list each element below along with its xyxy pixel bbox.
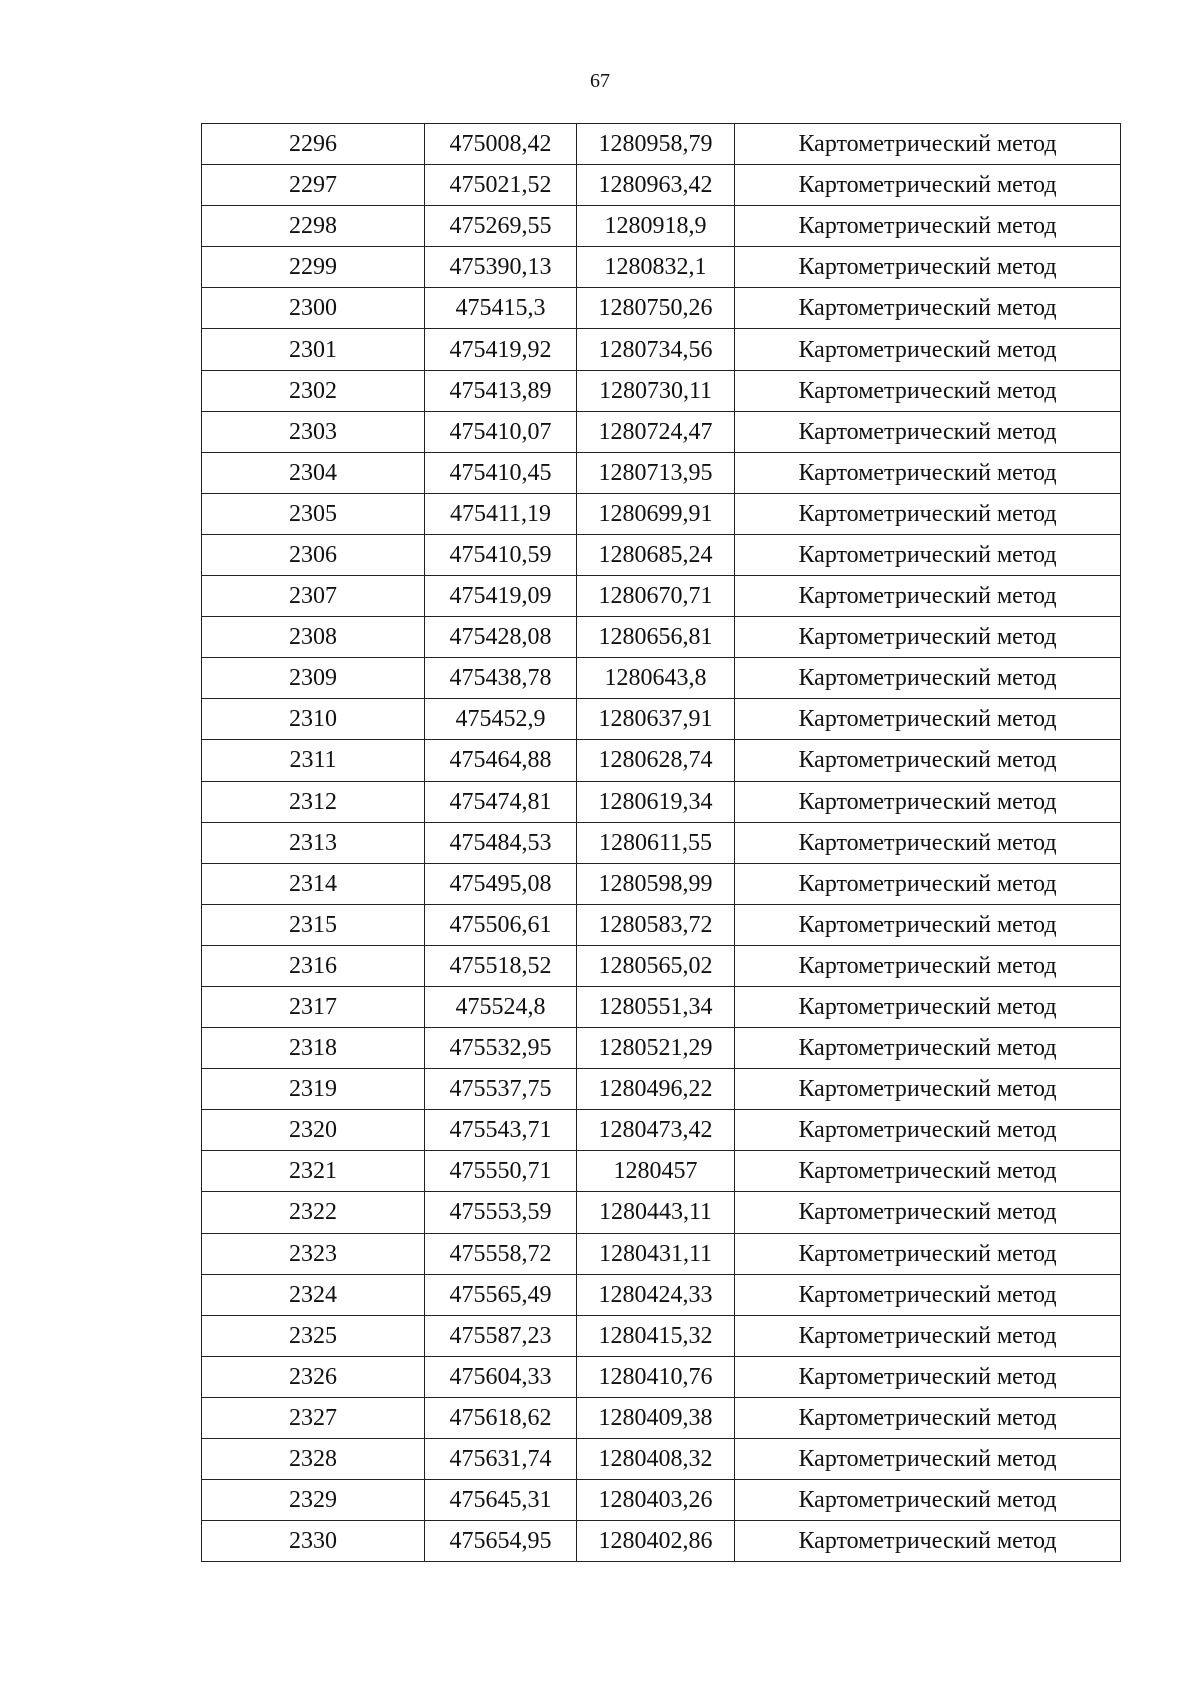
x-coordinate-cell: 475413,89: [425, 370, 577, 411]
method-cell: Картометрический метод: [735, 1439, 1121, 1480]
x-coordinate-cell: 475618,62: [425, 1397, 577, 1438]
method-cell: Картометрический метод: [735, 1069, 1121, 1110]
x-coordinate-cell: 475553,59: [425, 1192, 577, 1233]
table-row: [202, 1274, 1121, 1315]
method-cell: Картометрический метод: [735, 1110, 1121, 1151]
point-number-cell: 2306: [202, 534, 425, 575]
page-number: 67: [590, 70, 610, 92]
method-cell: Картометрический метод: [735, 534, 1121, 575]
method-cell: Картометрический метод: [735, 165, 1121, 206]
table-row: [202, 534, 1121, 575]
point-number-cell: 2330: [202, 1521, 425, 1562]
x-coordinate-cell: 475543,71: [425, 1110, 577, 1151]
method-cell: Картометрический метод: [735, 1521, 1121, 1562]
table-row: [202, 1480, 1121, 1521]
x-coordinate-cell: 475550,71: [425, 1151, 577, 1192]
y-coordinate-cell: 1280619,34: [577, 781, 735, 822]
x-coordinate-cell: 475495,08: [425, 863, 577, 904]
table-row: [202, 781, 1121, 822]
table-row: [202, 576, 1121, 617]
table-row: [202, 822, 1121, 863]
method-cell: Картометрический метод: [735, 1274, 1121, 1315]
x-coordinate-cell: 475518,52: [425, 945, 577, 986]
point-number-cell: 2309: [202, 658, 425, 699]
point-number-cell: 2302: [202, 370, 425, 411]
method-cell: Картометрический метод: [735, 740, 1121, 781]
method-cell: Картометрический метод: [735, 1315, 1121, 1356]
method-cell: Картометрический метод: [735, 288, 1121, 329]
table-row: [202, 411, 1121, 452]
table-row: [202, 1069, 1121, 1110]
x-coordinate-cell: 475558,72: [425, 1233, 577, 1274]
point-number-cell: 2311: [202, 740, 425, 781]
x-coordinate-cell: 475008,42: [425, 124, 577, 165]
x-coordinate-cell: 475415,3: [425, 288, 577, 329]
point-number-cell: 2307: [202, 576, 425, 617]
point-number-cell: 2305: [202, 493, 425, 534]
method-cell: Картометрический метод: [735, 904, 1121, 945]
table-row: [202, 493, 1121, 534]
method-cell: Картометрический метод: [735, 986, 1121, 1027]
table-row: [202, 1521, 1121, 1562]
table-row: [202, 165, 1121, 206]
y-coordinate-cell: 1280583,72: [577, 904, 735, 945]
method-cell: Картометрический метод: [735, 658, 1121, 699]
table-row: [202, 1233, 1121, 1274]
method-cell: Картометрический метод: [735, 124, 1121, 165]
point-number-cell: 2323: [202, 1233, 425, 1274]
x-coordinate-cell: 475410,45: [425, 452, 577, 493]
point-number-cell: 2319: [202, 1069, 425, 1110]
x-coordinate-cell: 475438,78: [425, 658, 577, 699]
x-coordinate-cell: 475452,9: [425, 699, 577, 740]
point-number-cell: 2315: [202, 904, 425, 945]
y-coordinate-cell: 1280734,56: [577, 329, 735, 370]
y-coordinate-cell: 1280958,79: [577, 124, 735, 165]
method-cell: Картометрический метод: [735, 617, 1121, 658]
table-row: [202, 1439, 1121, 1480]
x-coordinate-cell: 475021,52: [425, 165, 577, 206]
table-row: [202, 904, 1121, 945]
y-coordinate-cell: 1280403,26: [577, 1480, 735, 1521]
y-coordinate-cell: 1280431,11: [577, 1233, 735, 1274]
y-coordinate-cell: 1280521,29: [577, 1028, 735, 1069]
point-number-cell: 2321: [202, 1151, 425, 1192]
y-coordinate-cell: 1280628,74: [577, 740, 735, 781]
point-number-cell: 2299: [202, 247, 425, 288]
table-row: [202, 288, 1121, 329]
method-cell: Картометрический метод: [735, 1192, 1121, 1233]
point-number-cell: 2296: [202, 124, 425, 165]
x-coordinate-cell: 475537,75: [425, 1069, 577, 1110]
y-coordinate-cell: 1280713,95: [577, 452, 735, 493]
x-coordinate-cell: 475484,53: [425, 822, 577, 863]
table-row: [202, 370, 1121, 411]
point-number-cell: 2320: [202, 1110, 425, 1151]
method-cell: Картометрический метод: [735, 370, 1121, 411]
x-coordinate-cell: 475645,31: [425, 1480, 577, 1521]
method-cell: Картометрический метод: [735, 411, 1121, 452]
method-cell: Картометрический метод: [735, 945, 1121, 986]
x-coordinate-cell: 475419,92: [425, 329, 577, 370]
x-coordinate-cell: 475631,74: [425, 1439, 577, 1480]
y-coordinate-cell: 1280724,47: [577, 411, 735, 452]
point-number-cell: 2317: [202, 986, 425, 1027]
point-number-cell: 2304: [202, 452, 425, 493]
table-row: [202, 124, 1121, 165]
table-row: [202, 1356, 1121, 1397]
y-coordinate-cell: 1280832,1: [577, 247, 735, 288]
method-cell: Картометрический метод: [735, 1233, 1121, 1274]
y-coordinate-cell: 1280565,02: [577, 945, 735, 986]
y-coordinate-cell: 1280656,81: [577, 617, 735, 658]
point-number-cell: 2298: [202, 206, 425, 247]
coordinates-table-body: [202, 124, 1121, 1562]
method-cell: Картометрический метод: [735, 822, 1121, 863]
table-row: [202, 329, 1121, 370]
method-cell: Картометрический метод: [735, 781, 1121, 822]
method-cell: Картометрический метод: [735, 493, 1121, 534]
y-coordinate-cell: 1280402,86: [577, 1521, 735, 1562]
method-cell: Картометрический метод: [735, 247, 1121, 288]
table-row: [202, 1151, 1121, 1192]
y-coordinate-cell: 1280670,71: [577, 576, 735, 617]
table-row: [202, 699, 1121, 740]
x-coordinate-cell: 475419,09: [425, 576, 577, 617]
y-coordinate-cell: 1280408,32: [577, 1439, 735, 1480]
y-coordinate-cell: 1280409,38: [577, 1397, 735, 1438]
x-coordinate-cell: 475474,81: [425, 781, 577, 822]
method-cell: Картометрический метод: [735, 699, 1121, 740]
y-coordinate-cell: 1280611,55: [577, 822, 735, 863]
table-row: [202, 658, 1121, 699]
x-coordinate-cell: 475269,55: [425, 206, 577, 247]
y-coordinate-cell: 1280551,34: [577, 986, 735, 1027]
y-coordinate-cell: 1280963,42: [577, 165, 735, 206]
table-row: [202, 986, 1121, 1027]
method-cell: Картометрический метод: [735, 1356, 1121, 1397]
point-number-cell: 2308: [202, 617, 425, 658]
table-row: [202, 945, 1121, 986]
point-number-cell: 2318: [202, 1028, 425, 1069]
x-coordinate-cell: 475411,19: [425, 493, 577, 534]
table-row: [202, 617, 1121, 658]
x-coordinate-cell: 475428,08: [425, 617, 577, 658]
x-coordinate-cell: 475565,49: [425, 1274, 577, 1315]
y-coordinate-cell: 1280410,76: [577, 1356, 735, 1397]
method-cell: Картометрический метод: [735, 1151, 1121, 1192]
y-coordinate-cell: 1280415,32: [577, 1315, 735, 1356]
point-number-cell: 2322: [202, 1192, 425, 1233]
x-coordinate-cell: 475464,88: [425, 740, 577, 781]
table-row: [202, 1315, 1121, 1356]
method-cell: Картометрический метод: [735, 329, 1121, 370]
x-coordinate-cell: 475410,59: [425, 534, 577, 575]
coordinates-table: [201, 123, 1121, 1562]
point-number-cell: 2312: [202, 781, 425, 822]
y-coordinate-cell: 1280443,11: [577, 1192, 735, 1233]
method-cell: Картометрический метод: [735, 1397, 1121, 1438]
x-coordinate-cell: 475390,13: [425, 247, 577, 288]
point-number-cell: 2313: [202, 822, 425, 863]
method-cell: Картометрический метод: [735, 576, 1121, 617]
point-number-cell: 2325: [202, 1315, 425, 1356]
point-number-cell: 2300: [202, 288, 425, 329]
table-row: [202, 1110, 1121, 1151]
point-number-cell: 2303: [202, 411, 425, 452]
y-coordinate-cell: 1280496,22: [577, 1069, 735, 1110]
y-coordinate-cell: 1280598,99: [577, 863, 735, 904]
table-row: [202, 247, 1121, 288]
point-number-cell: 2324: [202, 1274, 425, 1315]
y-coordinate-cell: 1280699,91: [577, 493, 735, 534]
table-row: [202, 206, 1121, 247]
table-row: [202, 1397, 1121, 1438]
point-number-cell: 2329: [202, 1480, 425, 1521]
table-row: [202, 740, 1121, 781]
x-coordinate-cell: 475532,95: [425, 1028, 577, 1069]
x-coordinate-cell: 475506,61: [425, 904, 577, 945]
y-coordinate-cell: 1280918,9: [577, 206, 735, 247]
y-coordinate-cell: 1280637,91: [577, 699, 735, 740]
x-coordinate-cell: 475587,23: [425, 1315, 577, 1356]
y-coordinate-cell: 1280473,42: [577, 1110, 735, 1151]
point-number-cell: 2316: [202, 945, 425, 986]
table-row: [202, 452, 1121, 493]
point-number-cell: 2326: [202, 1356, 425, 1397]
x-coordinate-cell: 475410,07: [425, 411, 577, 452]
method-cell: Картометрический метод: [735, 452, 1121, 493]
x-coordinate-cell: 475604,33: [425, 1356, 577, 1397]
point-number-cell: 2327: [202, 1397, 425, 1438]
point-number-cell: 2310: [202, 699, 425, 740]
method-cell: Картометрический метод: [735, 863, 1121, 904]
y-coordinate-cell: 1280730,11: [577, 370, 735, 411]
point-number-cell: 2314: [202, 863, 425, 904]
table-row: [202, 1028, 1121, 1069]
y-coordinate-cell: 1280424,33: [577, 1274, 735, 1315]
method-cell: Картометрический метод: [735, 206, 1121, 247]
x-coordinate-cell: 475654,95: [425, 1521, 577, 1562]
point-number-cell: 2297: [202, 165, 425, 206]
y-coordinate-cell: 1280457: [577, 1151, 735, 1192]
table-row: [202, 863, 1121, 904]
y-coordinate-cell: 1280750,26: [577, 288, 735, 329]
x-coordinate-cell: 475524,8: [425, 986, 577, 1027]
method-cell: Картометрический метод: [735, 1480, 1121, 1521]
y-coordinate-cell: 1280643,8: [577, 658, 735, 699]
method-cell: Картометрический метод: [735, 1028, 1121, 1069]
table-row: [202, 1192, 1121, 1233]
point-number-cell: 2328: [202, 1439, 425, 1480]
y-coordinate-cell: 1280685,24: [577, 534, 735, 575]
point-number-cell: 2301: [202, 329, 425, 370]
